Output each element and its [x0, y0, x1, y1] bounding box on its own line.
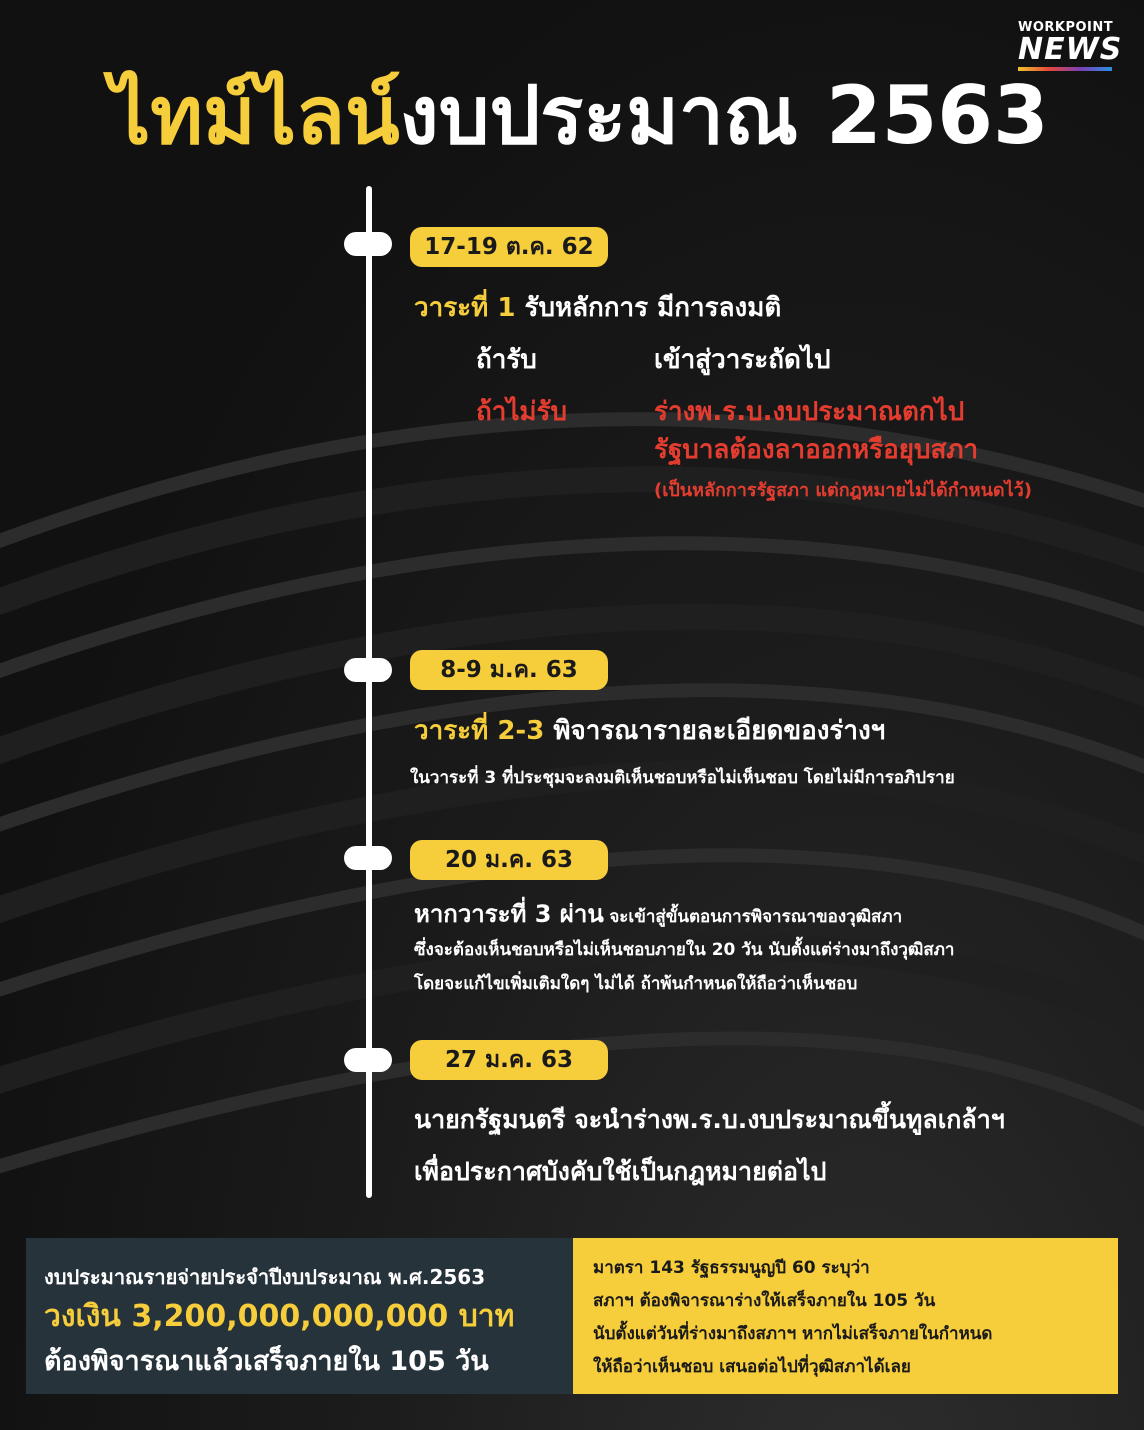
constitution-note-box [573, 1238, 1118, 1394]
event-stage-desc: รับหลักการ มีการลงมติ [524, 293, 782, 323]
constitution-note-line: สภาฯ ต้องพิจารณาร่างให้เสร็จภายใน 105 วัน [593, 1291, 936, 1311]
accept-result: เข้าสู่วาระถัดไป [654, 345, 831, 375]
title-highlight: ไทม์ไลน์ [110, 69, 400, 162]
event-line: โดยจะแก้ไขเพิ่มเติมใดๆ ไม่ได้ ถ้าพ้นกำหนดให้ถือว่าเห็นชอบ [414, 974, 858, 994]
reject-note: (เป็นหลักการรัฐสภา แต่กฎหมายไม่ได้กำหนดไว้) [654, 480, 1032, 501]
budget-amount: วงเงิน 3,200,000,000,000 บาท [44, 1299, 515, 1334]
timeline-knob [344, 846, 392, 870]
timeline-knob [344, 658, 392, 682]
event-stage: วาระที่ 2-3 [414, 716, 545, 746]
event-stage: วาระที่ 1 [414, 293, 516, 323]
event-date-badge: 17-19 ต.ค. 62 [410, 227, 608, 267]
event-lead: หากวาระที่ 3 ผ่าน [414, 900, 604, 928]
reject-result-1: ร่างพ.ร.บ.งบประมาณตกไป [654, 397, 965, 427]
timeline-line [366, 186, 372, 1198]
event-line: เพื่อประกาศบังคับใช้เป็นกฎหมายต่อไป [414, 1157, 827, 1186]
event-stage-desc: พิจารณารายละเอียดของร่างฯ [553, 716, 886, 746]
budget-deadline: ต้องพิจารณาแล้วเสร็จภายใน 105 วัน [44, 1346, 489, 1377]
accept-label: ถ้ารับ [476, 345, 537, 375]
logo-top-text: WORKPOINT [1018, 20, 1114, 35]
budget-summary-line: งบประมาณรายจ่ายประจำปีงบประมาณ พ.ศ.2563 [44, 1265, 486, 1289]
event-stage-line [414, 711, 885, 751]
timeline-knob [344, 232, 392, 256]
event-date-badge: 8-9 ม.ค. 63 [410, 650, 608, 690]
event-lead-rest: จะเข้าสู่ขั้นตอนการพิจารณาของวุฒิสภา [609, 907, 903, 927]
event-line: นายกรัฐมนตรี จะนำร่างพ.ร.บ.งบประมาณขึ้นทูลเกล้าฯ [414, 1105, 1005, 1134]
budget-summary-box [26, 1238, 573, 1394]
logo-bottom-text: NEWS [1018, 32, 1123, 67]
reject-label: ถ้าไม่รับ [476, 397, 568, 427]
event-date-badge: 27 ม.ค. 63 [410, 1040, 608, 1080]
event-note: ในวาระที่ 3 ที่ประชุมจะลงมติเห็นชอบหรือไม่เห็นชอบ โดยไม่มีการอภิปราย [410, 768, 955, 788]
timeline-knob [344, 1048, 392, 1072]
event-date-badge: 20 ม.ค. 63 [410, 840, 608, 880]
constitution-note-line: ให้ถือว่าเห็นชอบ เสนอต่อไปที่วุฒิสภาได้เลย [593, 1357, 911, 1377]
reject-result-2: รัฐบาลต้องลาออกหรือยุบสภา [654, 435, 979, 465]
constitution-note-line: มาตรา 143 รัฐธรรมนูญปี 60 ระบุว่า [593, 1258, 870, 1278]
title-rest: งบประมาณ 2563 [399, 69, 1049, 162]
event-stage-line [414, 288, 781, 328]
constitution-note-line: นับตั้งแต่วันที่ร่างมาถึงสภาฯ หากไม่เสร็จภายในกำหนด [593, 1324, 993, 1344]
event-lead-line [414, 894, 902, 937]
event-line: ซึ่งจะต้องเห็นชอบหรือไม่เห็นชอบภายใน 20 วัน นับตั้งแต่ร่างมาถึงวุฒิสภา [414, 940, 955, 960]
page-title [110, 56, 1070, 176]
